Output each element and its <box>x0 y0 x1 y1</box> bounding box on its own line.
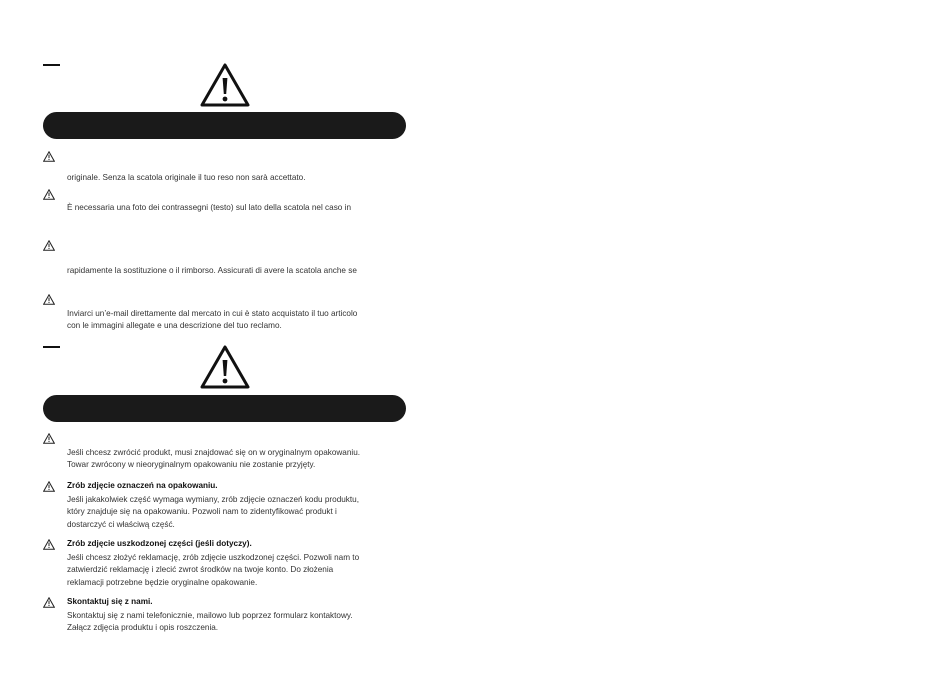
pl-item4-text <box>67 610 406 635</box>
it-item1-text: originale. Senza la scatola originale il tuo reso non sarà accettato. <box>67 173 306 182</box>
it-item2-text: È necessaria una foto dei contrassegni (testo) sul lato della scatola nel caso in <box>67 203 351 212</box>
paragraph-line: Jeśli jakakolwiek część wymaga wymiany, zrób zdjęcie oznaczeń kodu produktu, <box>67 495 359 504</box>
paragraph-line: zatwierdzić reklamację i zlecić zwrot środków na twoje konto. Do złożenia <box>67 565 334 575</box>
warning-triangle-icon <box>43 481 55 492</box>
paragraph-line: który znajduje się na opakowaniu. Pozwoli nam to zidentyfikować produkt i <box>67 507 337 517</box>
title-banner <box>43 112 406 139</box>
section-dash <box>43 64 60 66</box>
paragraph-line: Jeśli chcesz złożyć reklamację, zrób zdjęcie uszkodzonej części. Pozwoli nam to <box>67 553 360 562</box>
pl-item1-text <box>67 447 406 472</box>
it-item3-text: rapidamente la sostituzione o il rimborso. Assicurati di avere la scatola anche se <box>67 266 357 275</box>
warning-triangle-icon <box>43 240 55 251</box>
warning-triangle-icon <box>43 189 55 200</box>
warning-triangle-icon <box>43 433 55 444</box>
paragraph-line: dostarczyć ci właściwą część. <box>67 519 175 529</box>
warning-triangle-icon <box>43 597 55 608</box>
it-item4-text <box>67 308 406 333</box>
pl-item4-heading: Skontaktuj się z nami. <box>67 597 153 606</box>
warning-triangle-icon <box>199 344 251 390</box>
pl-item2-heading: Zrób zdjęcie oznaczeń na opakowaniu. <box>67 481 218 490</box>
warning-triangle-icon <box>43 151 55 162</box>
paragraph-line: con le immagini allegate e una descrizione del tuo reclamo. <box>67 321 282 331</box>
warning-triangle-icon <box>199 62 251 108</box>
paragraph-line: reklamacji potrzebne będzie oryginalne opakowanie. <box>67 577 258 587</box>
pl-item2-text <box>67 494 406 531</box>
warning-triangle-icon <box>43 539 55 550</box>
warning-triangle-icon <box>43 294 55 305</box>
pl-item3-heading: Zrób zdjęcie uszkodzonej części (jeśli dotyczy). <box>67 539 252 548</box>
section-dash <box>43 346 60 348</box>
paragraph-line: Załącz zdjęcia produktu i opis roszczenia. <box>67 623 219 633</box>
paragraph-line: Inviarci un’e-mail direttamente dal mercato in cui è stato acquistato il tuo articolo <box>67 309 358 318</box>
pl-item3-text <box>67 552 406 589</box>
paragraph-line: Skontaktuj się z nami telefonicznie, mailowo lub poprzez formularz kontaktowy. <box>67 611 353 620</box>
paragraph-line: Jeśli chcesz zwrócić produkt, musi znajdować się on w oryginalnym opakowaniu. <box>67 448 361 457</box>
title-banner <box>43 395 406 422</box>
paragraph-line: Towar zwrócony w nieoryginalnym opakowaniu nie zostanie przyjęty. <box>67 460 316 470</box>
